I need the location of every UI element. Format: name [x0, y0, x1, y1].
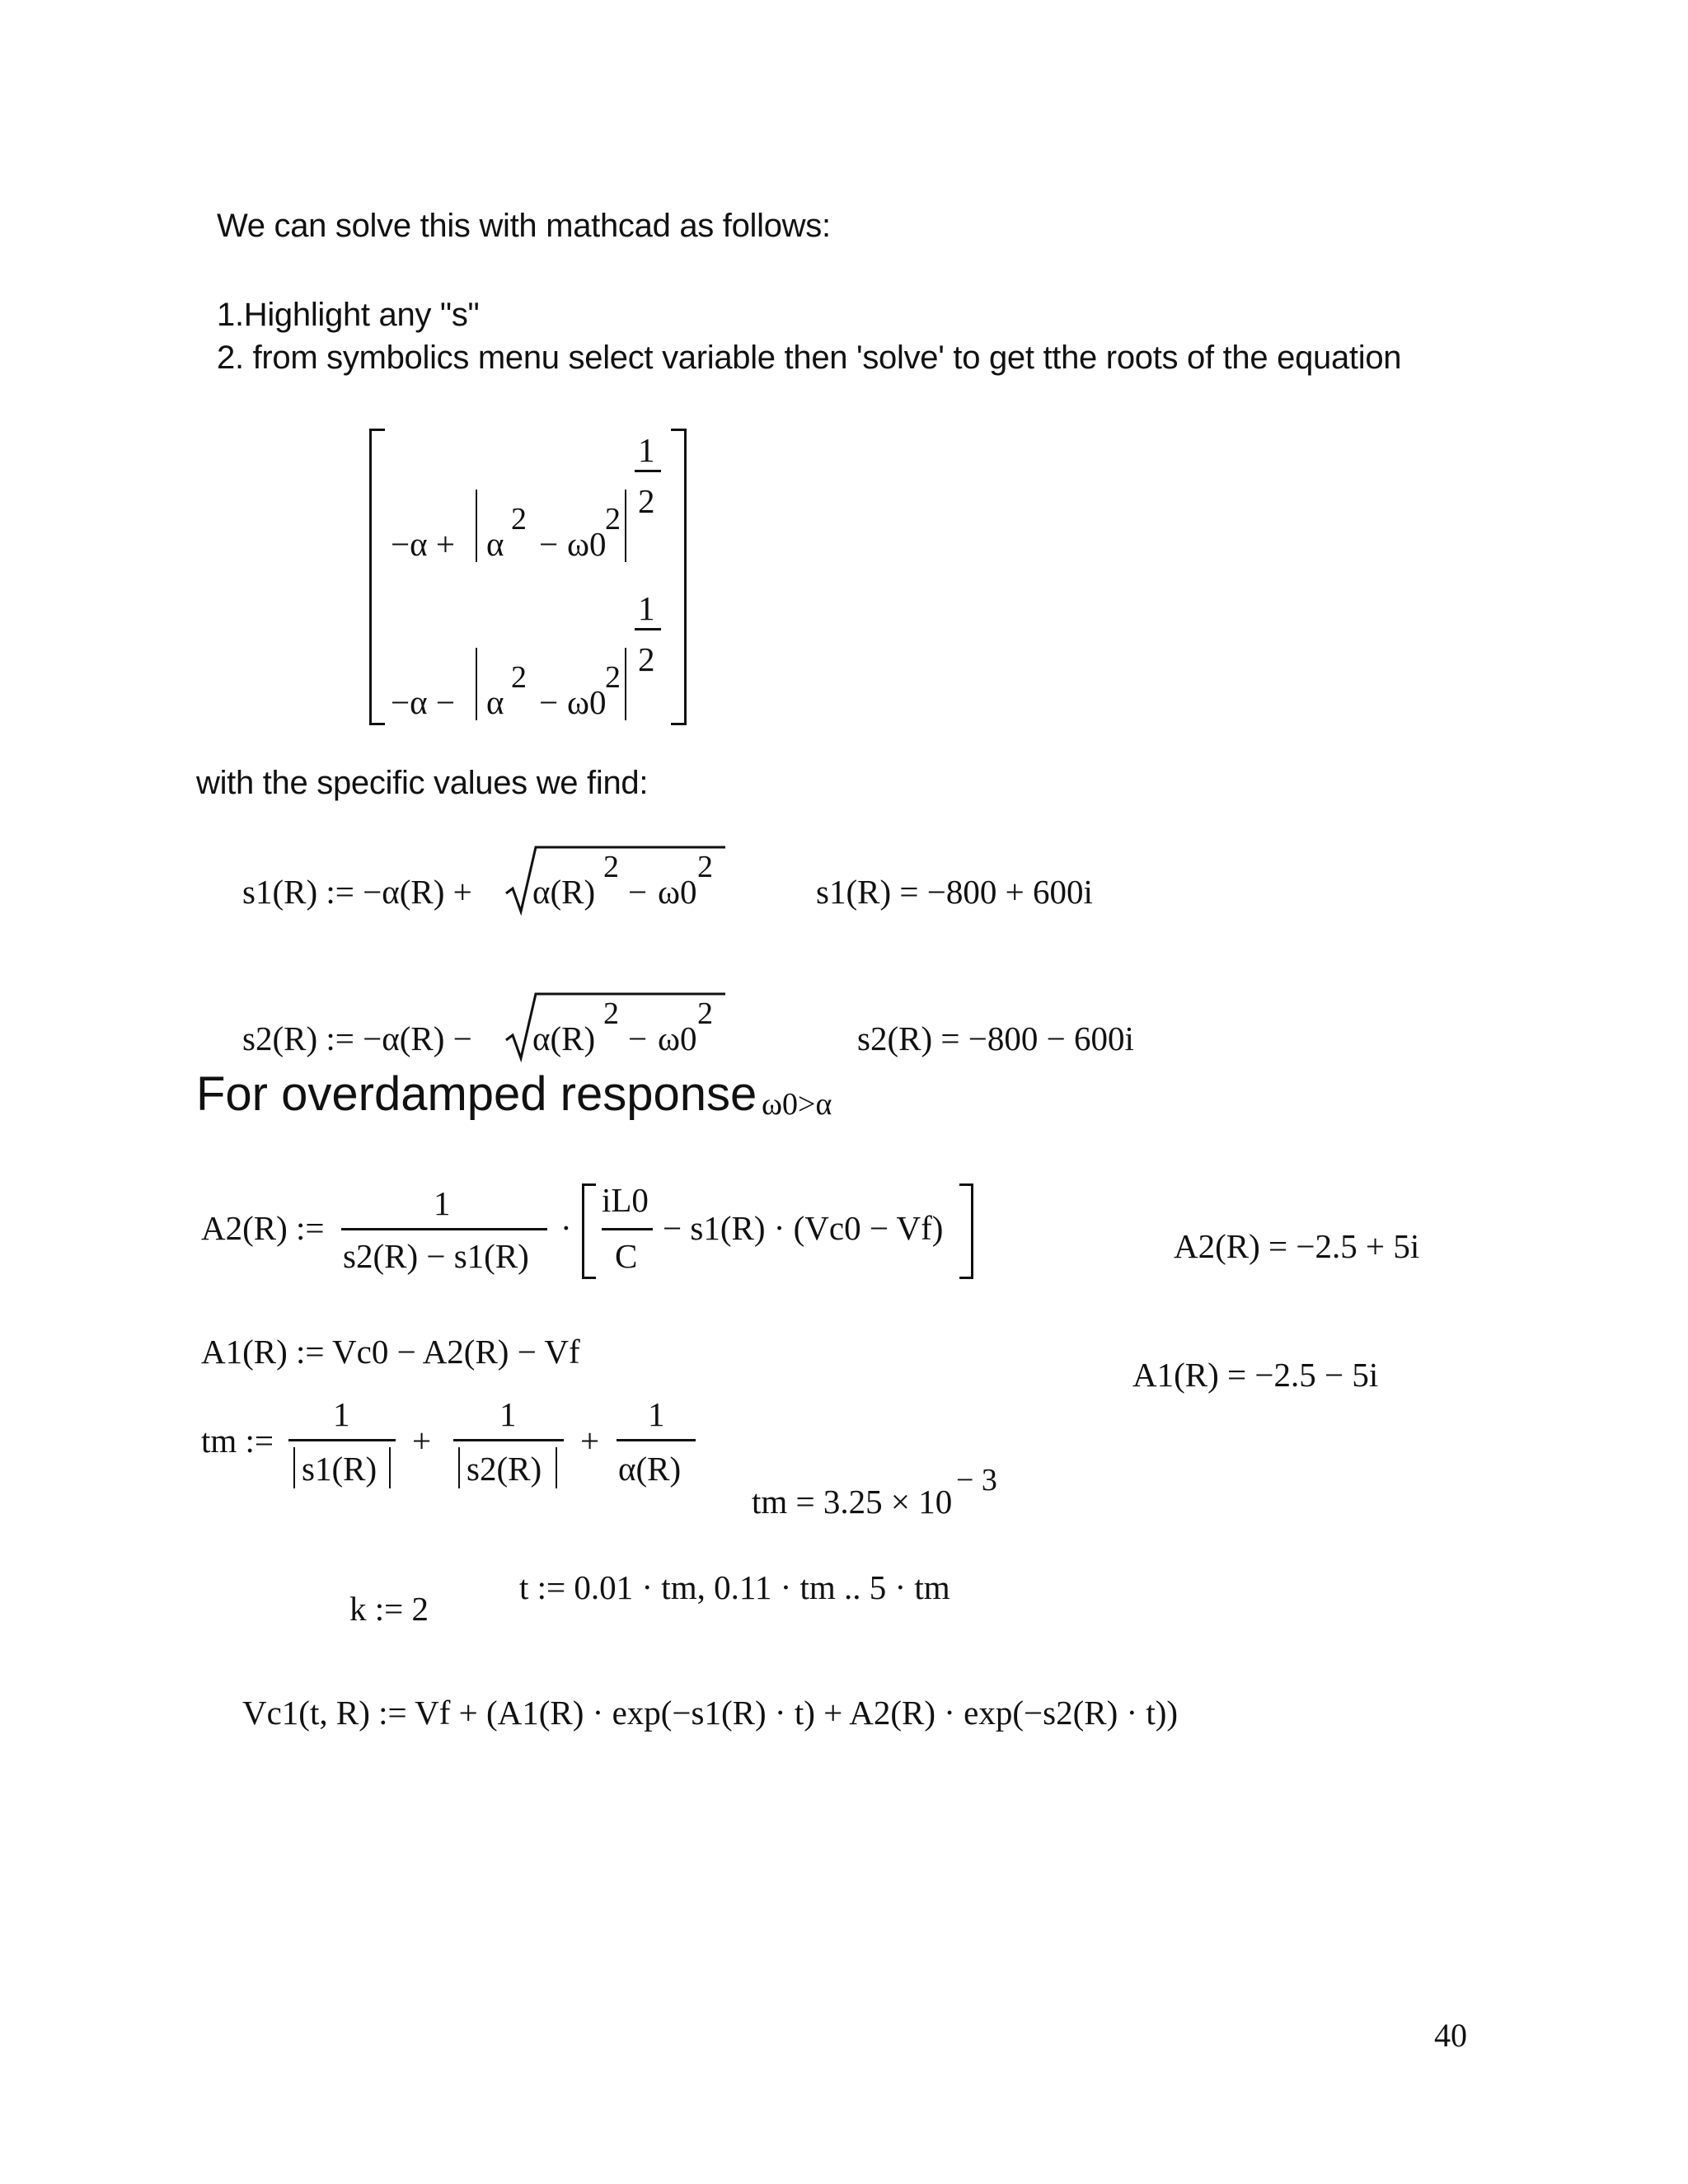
abs-bar-right — [625, 648, 626, 720]
abs-bar — [389, 1447, 391, 1488]
s2-w0-exp: 2 — [697, 996, 713, 1031]
a2-lhs: A2(R) := — [201, 1209, 325, 1247]
matrix-left-bracket — [369, 429, 385, 725]
matrix-row2-alpha: α — [486, 683, 504, 721]
tm-plus-2: + — [580, 1422, 600, 1460]
matrix-row1-frac-num: 1 — [638, 431, 655, 469]
matrix-row2-lead: −α − — [391, 683, 455, 721]
matrix-row1-frac-den: 2 — [638, 482, 655, 520]
s2-result: s2(R) = −800 − 600i — [857, 1019, 1134, 1057]
a2-inner-den: C — [615, 1237, 638, 1275]
a2-inner-frac-bar — [602, 1228, 653, 1230]
matrix-row1-frac-bar — [635, 470, 661, 472]
a2-frac-bar — [341, 1228, 547, 1230]
matrix-row1-alpha-exp: 2 — [511, 502, 527, 537]
a2-right-bracket — [959, 1183, 973, 1279]
tm-frac-bar-1 — [288, 1439, 396, 1441]
tm-d2: s2(R) — [467, 1450, 542, 1488]
intro-text: We can solve this with mathcad as follows: — [217, 208, 831, 244]
tm-result: tm = 3.25 × 10 — [752, 1483, 953, 1521]
s1-minus: − — [628, 873, 648, 911]
t-definition: t := 0.01 · tm, 0.11 · tm .. 5 · tm — [519, 1568, 950, 1606]
matrix-row1-alpha: α — [486, 525, 504, 563]
s1-lhs: s1(R) := −α(R) + — [242, 873, 472, 911]
abs-bar — [293, 1447, 295, 1488]
tm-lhs: tm := — [201, 1422, 274, 1460]
section-heading: For overdamped response — [196, 1067, 757, 1121]
vc1-definition: Vc1(t, R) := Vf + (A1(R) · exp(−s1(R) · t) + A2(R) · exp(−s2(R) · t)) — [242, 1694, 1179, 1732]
abs-bar-right — [625, 490, 626, 562]
s1-radicand: α(R) — [532, 873, 596, 911]
s2-minus: − — [628, 1019, 648, 1057]
matrix-row2-frac-bar — [635, 628, 661, 630]
tm-frac-bar-3 — [617, 1439, 696, 1441]
specific-values-text: with the specific values we find: — [196, 765, 649, 801]
s2-w0: ω0 — [658, 1019, 697, 1057]
matrix-row2-minus: − — [539, 683, 559, 721]
a2-inner-num: iL0 — [602, 1181, 649, 1219]
tm-d3: α(R) — [618, 1450, 682, 1488]
a2-dot: · — [560, 1209, 572, 1247]
page-number: 40 — [1434, 2017, 1467, 2054]
matrix-row2-alpha-exp: 2 — [511, 660, 527, 695]
a2-result: A2(R) = −2.5 + 5i — [1174, 1227, 1420, 1265]
a2-left-bracket — [582, 1183, 596, 1279]
matrix-row1-w0-exp: 2 — [605, 502, 621, 537]
matrix-row1-minus: − — [539, 525, 559, 563]
tm-frac-bar-2 — [453, 1439, 564, 1441]
matrix-row2-frac-den: 2 — [638, 640, 655, 678]
s2-radicand-exp: 2 — [603, 996, 619, 1031]
a2-num: 1 — [434, 1184, 451, 1222]
heading-condition: ω0>α — [762, 1087, 832, 1122]
matrix-row2-frac-num: 1 — [638, 589, 655, 627]
s2-radicand: α(R) — [532, 1019, 596, 1057]
matrix-right-bracket — [671, 429, 687, 725]
abs-bar-left — [476, 490, 477, 562]
abs-bar — [556, 1447, 557, 1488]
k-definition: k := 2 — [349, 1590, 429, 1628]
tm-n2: 1 — [499, 1395, 517, 1433]
abs-bar — [458, 1447, 460, 1488]
tm-d1: s1(R) — [302, 1450, 377, 1488]
a1-result: A1(R) = −2.5 − 5i — [1132, 1356, 1379, 1394]
s1-result: s1(R) = −800 + 600i — [816, 873, 1093, 911]
matrix-row2-w0-exp: 2 — [605, 660, 621, 695]
abs-bar-left — [476, 648, 477, 720]
s1-w0-exp: 2 — [697, 850, 713, 884]
step-1-text: 1.Highlight any "s" — [217, 297, 480, 333]
tm-plus-1: + — [412, 1422, 432, 1460]
s1-radicand-exp: 2 — [603, 850, 619, 884]
tm-result-exp: − 3 — [956, 1463, 997, 1497]
matrix-row1-lead: −α + — [391, 525, 455, 563]
tm-n3: 1 — [648, 1395, 665, 1433]
a2-den: s2(R) − s1(R) — [343, 1237, 529, 1275]
a2-rest: − s1(R) · (Vc0 − Vf) — [663, 1209, 944, 1247]
tm-n1: 1 — [333, 1395, 350, 1433]
s2-lhs: s2(R) := −α(R) − — [242, 1019, 472, 1057]
matrix-row1-w0: ω0 — [567, 525, 607, 563]
s1-w0: ω0 — [658, 873, 697, 911]
a1-definition: A1(R) := Vc0 − A2(R) − Vf — [201, 1333, 580, 1371]
matrix-row2-w0: ω0 — [567, 683, 607, 721]
step-2-text: 2. from symbolics menu select variable then 'solve' to get tthe roots of the equation — [217, 340, 1402, 376]
